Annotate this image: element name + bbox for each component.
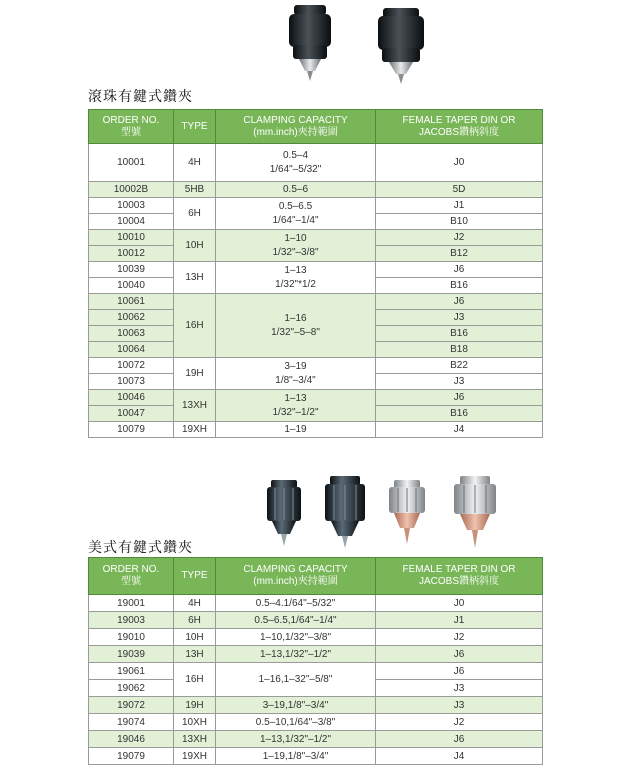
order-cell: 10010	[89, 230, 174, 246]
taper-cell: B10	[376, 214, 543, 230]
type-cell: 4H	[174, 144, 216, 182]
taper-cell: J6	[376, 663, 543, 680]
taper-cell: B16	[376, 278, 543, 294]
type-cell: 4H	[174, 595, 216, 612]
taper-cell: J6	[376, 390, 543, 406]
capacity-cell: 1–19	[216, 422, 376, 438]
type-cell: 19H	[174, 358, 216, 390]
capacity-cell: 0.5–6	[216, 182, 376, 198]
column-header-type: TYPE	[174, 110, 216, 144]
spec-table	[88, 109, 543, 438]
type-cell: 10XH	[174, 714, 216, 731]
capacity-cell: 0.5–4 1/64"–5/32"	[216, 144, 376, 182]
taper-cell: B18	[376, 342, 543, 358]
type-cell: 6H	[174, 612, 216, 629]
order-cell: 10064	[89, 342, 174, 358]
order-cell: 10072	[89, 358, 174, 374]
taper-cell: J1	[376, 612, 543, 629]
section-title: 美式有鍵式鑽夾	[88, 540, 193, 556]
order-cell: 19061	[89, 663, 174, 680]
taper-cell: B16	[376, 406, 543, 422]
order-cell: 10046	[89, 390, 174, 406]
taper-cell: B16	[376, 326, 543, 342]
order-cell: 19001	[89, 595, 174, 612]
taper-cell: J6	[376, 731, 543, 748]
spec-table	[88, 557, 543, 765]
order-cell: 10040	[89, 278, 174, 294]
drill-chuck-image	[375, 8, 427, 86]
taper-cell: J3	[376, 680, 543, 697]
taper-cell: 5D	[376, 182, 543, 198]
type-cell: 16H	[174, 663, 216, 697]
type-cell: 19XH	[174, 748, 216, 765]
taper-cell: J3	[376, 374, 543, 390]
drill-chuck-image	[322, 476, 368, 550]
column-header-capacity: CLAMPING CAPACITY (mm.inch)夾持範圍	[216, 558, 376, 595]
type-cell: 10H	[174, 629, 216, 646]
taper-cell: J2	[376, 230, 543, 246]
type-cell: 6H	[174, 198, 216, 230]
drill-chuck-image	[385, 480, 429, 548]
order-cell: 10039	[89, 262, 174, 278]
capacity-cell: 0.5–10,1/64"–3/8"	[216, 714, 376, 731]
column-header-taper: FEMALE TAPER DIN OR JACOBS鑽柄斜度	[376, 110, 543, 144]
taper-cell: J4	[376, 422, 543, 438]
order-cell: 10001	[89, 144, 174, 182]
capacity-cell: 0.5–4.1/64"–5/32"	[216, 595, 376, 612]
capacity-cell: 1–13,1/32"–1/2"	[216, 731, 376, 748]
order-cell: 10012	[89, 246, 174, 262]
type-cell: 5HB	[174, 182, 216, 198]
taper-cell: J6	[376, 262, 543, 278]
taper-cell: B22	[376, 358, 543, 374]
column-header-order: ORDER NO. 型號	[89, 110, 174, 144]
capacity-cell: 1–13 1/32"*1/2	[216, 262, 376, 294]
taper-cell: J2	[376, 629, 543, 646]
type-cell: 13H	[174, 262, 216, 294]
drill-chuck-image	[285, 5, 335, 83]
order-cell: 10062	[89, 310, 174, 326]
order-cell: 10004	[89, 214, 174, 230]
capacity-cell: 1–16 1/32"–5–8"	[216, 294, 376, 358]
taper-cell: J1	[376, 198, 543, 214]
taper-cell: J3	[376, 310, 543, 326]
column-header-type: TYPE	[174, 558, 216, 595]
order-cell: 10003	[89, 198, 174, 214]
column-header-taper: FEMALE TAPER DIN OR JACOBS鑽柄斜度	[376, 558, 543, 595]
type-cell: 16H	[174, 294, 216, 358]
order-cell: 10047	[89, 406, 174, 422]
order-cell: 19003	[89, 612, 174, 629]
column-header-order: ORDER NO. 型號	[89, 558, 174, 595]
taper-cell: J3	[376, 697, 543, 714]
type-cell: 13XH	[174, 390, 216, 422]
order-cell: 19039	[89, 646, 174, 663]
capacity-cell: 1–10,1/32"–3/8"	[216, 629, 376, 646]
type-cell: 19XH	[174, 422, 216, 438]
order-cell: 10079	[89, 422, 174, 438]
drill-chuck-image	[263, 480, 305, 548]
capacity-cell: 0.5–6.5,1/64"–1/4"	[216, 612, 376, 629]
order-cell: 19010	[89, 629, 174, 646]
type-cell: 13XH	[174, 731, 216, 748]
capacity-cell: 0.5–6.5 1/64"–1/4"	[216, 198, 376, 230]
order-cell: 19062	[89, 680, 174, 697]
order-cell: 10073	[89, 374, 174, 390]
capacity-cell: 1–19,1/8"–3/4"	[216, 748, 376, 765]
type-cell: 10H	[174, 230, 216, 262]
taper-cell: J6	[376, 294, 543, 310]
capacity-cell: 1–10 1/32"–3/8"	[216, 230, 376, 262]
taper-cell: J6	[376, 646, 543, 663]
column-header-capacity: CLAMPING CAPACITY (mm.inch)夾持範圍	[216, 110, 376, 144]
type-cell: 13H	[174, 646, 216, 663]
order-cell: 19079	[89, 748, 174, 765]
taper-cell: J4	[376, 748, 543, 765]
taper-cell: J0	[376, 595, 543, 612]
taper-cell: J2	[376, 714, 543, 731]
capacity-cell: 3–19,1/8"–3/4"	[216, 697, 376, 714]
order-cell: 19046	[89, 731, 174, 748]
capacity-cell: 1–16,1–32"–5/8"	[216, 663, 376, 697]
order-cell: 19074	[89, 714, 174, 731]
section-title: 滾珠有鍵式鑽夾	[88, 89, 193, 105]
type-cell: 19H	[174, 697, 216, 714]
capacity-cell: 1–13,1/32"–1/2"	[216, 646, 376, 663]
order-cell: 10002B	[89, 182, 174, 198]
taper-cell: J0	[376, 144, 543, 182]
order-cell: 10063	[89, 326, 174, 342]
order-cell: 10061	[89, 294, 174, 310]
order-cell: 19072	[89, 697, 174, 714]
capacity-cell: 1–13 1/32"–1/2"	[216, 390, 376, 422]
taper-cell: B12	[376, 246, 543, 262]
capacity-cell: 3–19 1/8"–3/4"	[216, 358, 376, 390]
drill-chuck-image	[450, 476, 500, 552]
